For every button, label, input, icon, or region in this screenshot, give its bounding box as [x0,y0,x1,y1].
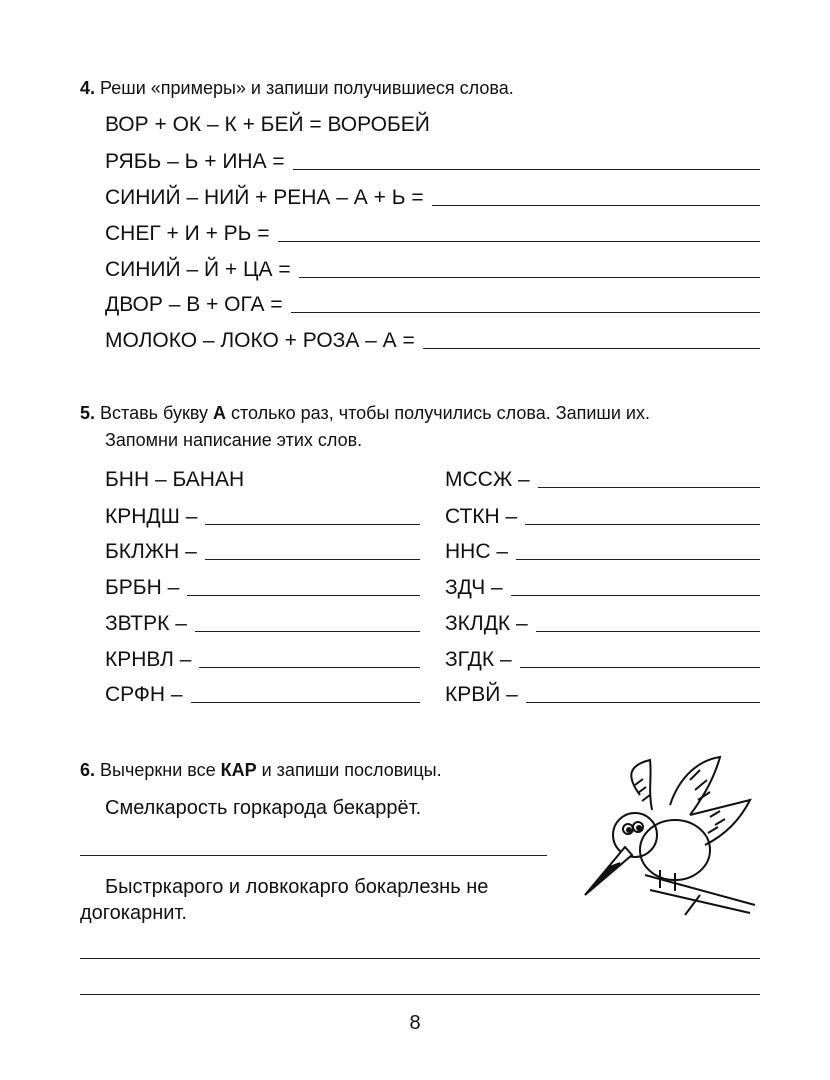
ex5-item-left [105,647,420,673]
ex4-instruction [80,75,514,101]
ex5-item-right [445,504,760,530]
ex5-word: СТКН – [445,505,518,528]
answer-line[interactable] [538,487,760,488]
ex4-item [105,328,760,354]
ex5-item-right [445,539,760,565]
ex5-item-right [445,467,760,493]
answer-line[interactable] [516,559,760,560]
answer-line[interactable] [80,994,760,995]
answer-line[interactable] [511,595,760,596]
ex5-word: ЗКЛДК – [445,612,528,635]
ex5-word: БНН – БАНАН [105,468,245,491]
answer-line[interactable] [299,277,760,278]
ex5-word: БКЛЖН – [105,540,197,563]
answer-line[interactable] [80,958,760,959]
ex4-item [105,185,760,211]
answer-line[interactable] [191,702,420,703]
ex4-expr: РЯБЬ – Ь + ИНА = [105,150,285,173]
ex4-item [105,112,760,138]
answer-line[interactable] [80,855,547,856]
ex6-instruction-text: и запиши пословицы. [256,760,442,780]
ex5-word: ЗГДК – [445,648,512,671]
ex5-word: КРНВЛ – [105,648,192,671]
ex6-instruction [80,757,442,783]
ex6-number: 6. [80,760,96,780]
ex4-expr: СИНИЙ – НИЙ + РЕНА – А + Ь = [105,186,424,209]
answer-line[interactable] [293,169,760,170]
ex5-item-right [445,611,760,637]
ex5-item-left [105,575,420,601]
ex5-item-right [445,682,760,708]
ex5-number: 5. [80,403,96,423]
ex5-word: ЗВТРК – [105,612,187,635]
ex5-item-left [105,467,420,493]
answer-line[interactable] [432,205,760,206]
ex5-instruction-bold: А [213,403,226,423]
ex5-word: ННС – [445,540,509,563]
answer-line[interactable] [187,595,420,596]
answer-line[interactable] [205,559,420,560]
ex4-item [105,292,760,318]
ex4-expr: СНЕГ + И + РЬ = [105,222,270,245]
ex5-instruction-text: Вставь букву [100,403,213,423]
ex5-instruction-line2: Запомни написание этих слов. [105,430,363,450]
answer-line[interactable] [291,312,760,313]
ex4-number: 4. [80,78,96,98]
ex5-word: МССЖ – [445,468,530,491]
answer-line[interactable] [199,667,420,668]
ex4-item [105,149,760,175]
ex4-expr: СИНИЙ – Й + ЦА = [105,258,291,281]
ex5-item-left [105,539,420,565]
ex5-word: ЗДЧ – [445,576,503,599]
ex4-item [105,221,760,247]
answer-line[interactable] [525,524,760,525]
ex5-instruction [80,400,650,426]
ex5-item-left [105,611,420,637]
ex6-instruction-text: Вычеркни все [100,760,221,780]
ex5-item-right [445,575,760,601]
ex6-sentence-2-cont: догокарнит. [80,902,187,924]
answer-line[interactable] [520,667,760,668]
answer-line[interactable] [536,631,760,632]
page-number: 8 [409,1012,421,1034]
ex6-sentence-2: Быстркарого и ловкокарго бокарлезнь не [105,876,489,898]
ex6-sentence-1: Смелкарость горкарода бекаррёт. [105,797,422,819]
answer-line[interactable] [195,631,420,632]
answer-line[interactable] [205,524,420,525]
ex5-instruction-text: столько раз, чтобы получились слова. Запиши их. [226,403,650,423]
ex4-instruction-text: Реши «примеры» и запиши получившиеся слова. [100,78,514,98]
ex5-word: КРНДШ – [105,505,198,528]
ex5-word: КРВЙ – [445,683,518,706]
ex5-item-left [105,504,420,530]
ex5-word: БРБН – [105,576,180,599]
ex4-expr: МОЛОКО – ЛОКО + РОЗА – А = [105,329,415,352]
ex4-expr: ДВОР – В + ОГА = [105,293,283,316]
ex5-item-left [105,682,420,708]
ex6-instruction-bold: КАР [220,760,257,780]
answer-line[interactable] [423,348,760,349]
ex4-item [105,257,760,283]
crow-illustration [580,755,760,920]
ex4-expr: ВОР + ОК – К + БЕЙ = ВОРОБЕЙ [105,113,430,136]
ex5-item-right [445,647,760,673]
answer-line[interactable] [278,241,760,242]
ex5-word: СРФН – [105,683,183,706]
answer-line[interactable] [526,702,760,703]
